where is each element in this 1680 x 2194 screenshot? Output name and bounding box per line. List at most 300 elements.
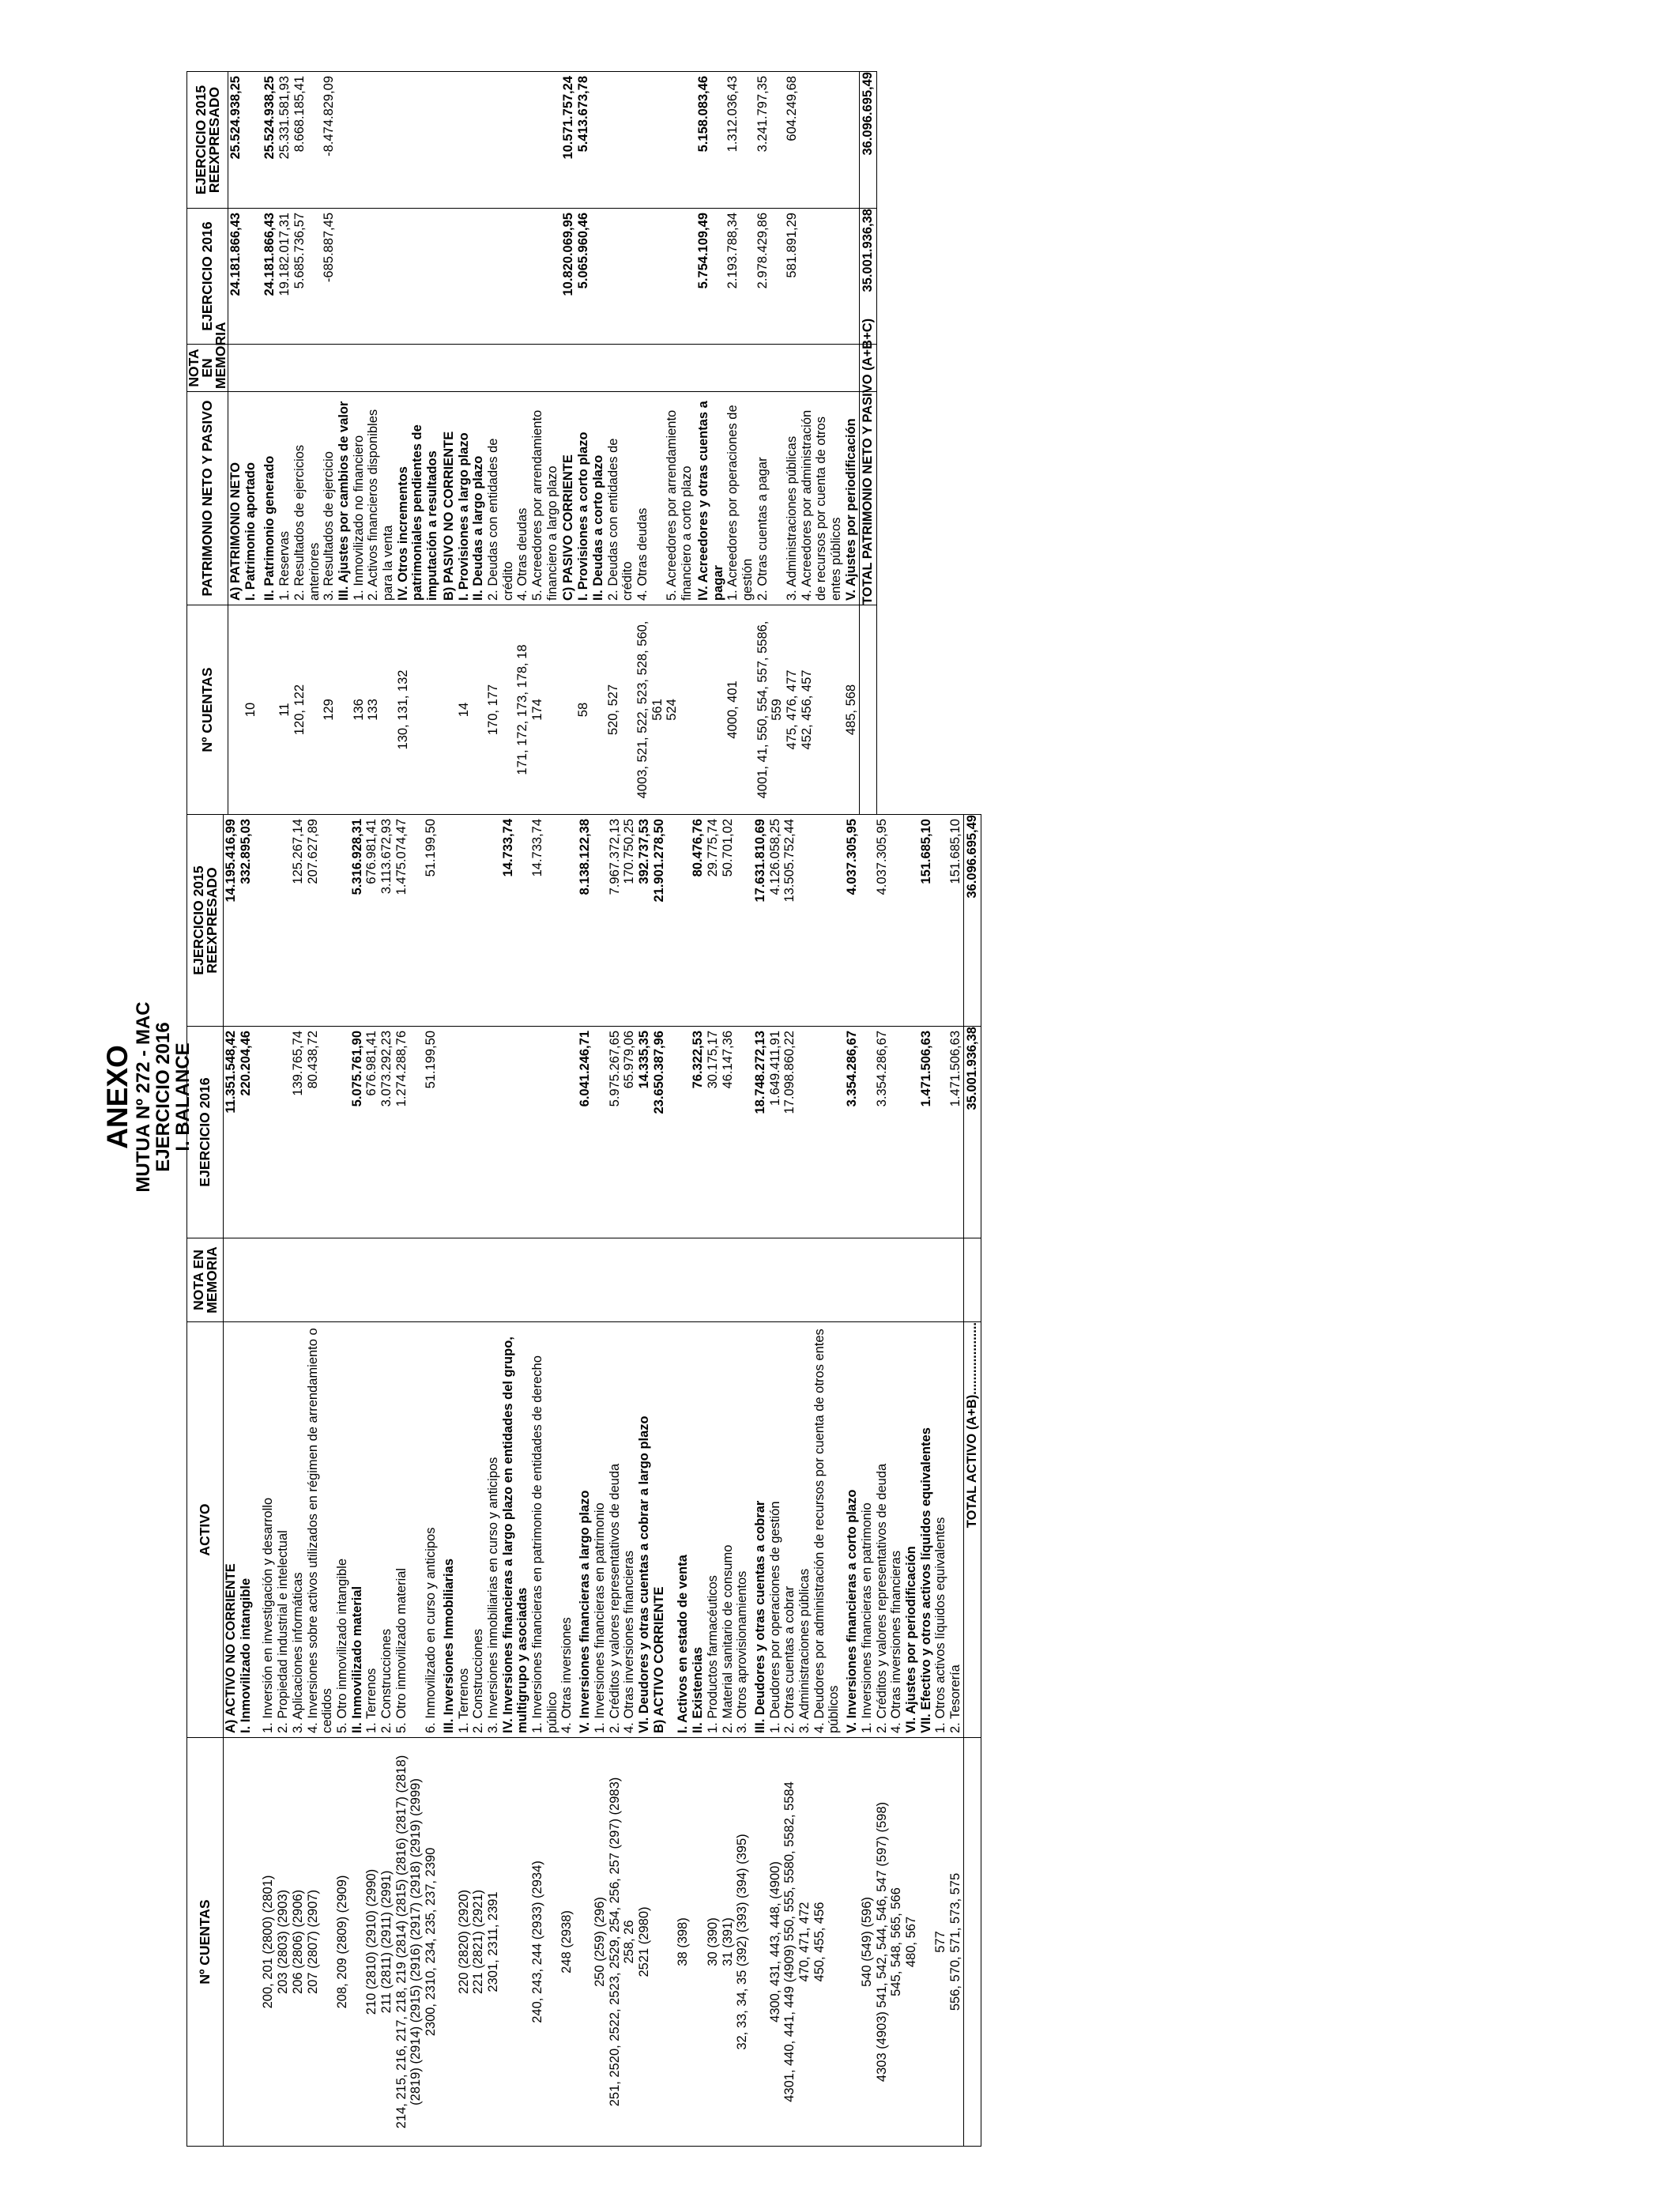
label-cell: II. Existencias — [691, 1322, 706, 1738]
cuentas-cell: 211 (2811) (2911) (2991) — [379, 1738, 394, 2147]
ejercicio-2016-cell: 3.354.286,67 — [875, 1027, 890, 1238]
label-cell: C) PASIVO CORRIENTE — [559, 392, 576, 605]
nota-cell — [785, 345, 800, 392]
label-cell: 4. Otras inversiones financieras — [889, 1322, 904, 1738]
ejercicio-2016-cell — [735, 1027, 750, 1238]
ejercicio-2016-cell — [396, 209, 440, 345]
ejercicio-2015-cell — [486, 815, 501, 1027]
table-row — [337, 72, 352, 815]
label-cell: 2. Tesorería — [948, 1322, 963, 1738]
column-header-patrimonio: PATRIMONIO NETO Y PASIVO — [187, 392, 228, 605]
document-subtitle-ejercicio: EJERCICIO 2016 — [153, 1022, 175, 1172]
label-cell: II. Patrimonio generado — [258, 392, 277, 605]
ejercicio-2015-cell: 1.312.036,43 — [725, 72, 755, 209]
ejercicio-2016-cell — [666, 1027, 691, 1238]
table-row — [559, 815, 574, 2147]
table-row — [652, 815, 667, 2147]
nota-cell — [576, 345, 591, 392]
nota-cell — [919, 1238, 934, 1322]
cuentas-cell: 220 (2820) (2920) — [457, 1738, 472, 2147]
document-title: ANEXO — [101, 1045, 134, 1149]
nota-cell — [768, 1238, 783, 1322]
cuentas-cell: 4003, 521, 522, 523, 528, 560, 561 — [635, 605, 665, 815]
table-row — [258, 72, 277, 815]
table-row — [635, 72, 665, 815]
nota-cell — [735, 1238, 750, 1322]
column-header-ejercicio-2015: EJERCICIO 2015 REEXPRESADO — [187, 72, 228, 209]
nota-cell — [875, 1238, 890, 1322]
ejercicio-2016-cell — [337, 209, 352, 345]
cuentas-cell: 556, 570, 571, 573, 575 — [948, 1738, 963, 2147]
table-row — [844, 72, 859, 815]
ejercicio-2016-cell — [486, 209, 515, 345]
ejercicio-2016-cell — [844, 209, 859, 345]
ejercicio-2015-cell: 4.037.305,95 — [875, 815, 890, 1027]
document-subtitle-mutua: MUTUA Nº 272 - MAC — [132, 1001, 154, 1193]
label-cell: 2. Deudas con entidades de crédito — [606, 392, 635, 605]
label-cell: 3. Otros aprovisionamientos — [735, 1322, 750, 1738]
label-cell: 5. Otro inmovilizado intangible — [335, 1322, 350, 1738]
label-cell: I. Patrimonio aportado — [243, 392, 258, 605]
cuentas-cell: 174 — [530, 605, 559, 815]
label-cell: III. Ajustes por cambios de valor — [337, 392, 352, 605]
ejercicio-2016-cell — [515, 209, 530, 345]
ejercicio-2015-cell — [457, 72, 472, 209]
label-cell: 1. Productos farmacéuticos — [706, 1322, 721, 1738]
table-row — [666, 815, 691, 2147]
ejercicio-2016-cell — [486, 1027, 501, 1238]
table-row — [486, 72, 515, 815]
ejercicio-2016-cell — [860, 1027, 875, 1238]
cuentas-cell — [239, 1738, 254, 2147]
ejercicio-2015-cell: -8.474.829,09 — [322, 72, 337, 209]
table-row — [322, 72, 337, 815]
cuentas-cell: 32, 33, 34, 35 (392) (393) (394) (395) — [735, 1738, 750, 2147]
table-row — [665, 72, 694, 815]
label-cell: 2. Créditos y valores representativos de deuda — [875, 1322, 890, 1738]
activo-table — [186, 814, 981, 2147]
table-row — [768, 815, 783, 2147]
nota-cell — [515, 345, 530, 392]
cuentas-cell: 30 (390) — [706, 1738, 721, 2147]
cuentas-cell — [440, 605, 457, 815]
table-row — [593, 815, 608, 2147]
table-row — [396, 72, 440, 815]
cuentas-cell: 248 (2938) — [559, 1738, 574, 2147]
nota-cell — [844, 345, 859, 392]
ejercicio-2016-cell: 5.685.736,57 — [292, 209, 322, 345]
ejercicio-2016-cell: 5.075.761,90 — [350, 1027, 365, 1238]
table-row — [276, 815, 291, 2147]
label-cell: 5. Otro inmovilizado material — [394, 1322, 424, 1738]
cuentas-cell: 2300, 2310, 234, 235, 237, 2390 — [424, 1738, 439, 2147]
nota-cell — [352, 345, 367, 392]
nota-cell — [440, 345, 457, 392]
cuentas-cell: 475, 476, 477 — [785, 605, 800, 815]
cuentas-cell: 129 — [322, 605, 337, 815]
cuentas-cell: 450, 455, 456 — [812, 1738, 842, 2147]
ejercicio-2016-cell — [352, 209, 367, 345]
ejercicio-2015-cell: 392.737,53 — [637, 815, 652, 1027]
nota-cell — [904, 1238, 919, 1322]
ejercicio-2015-cell: 207.627,89 — [306, 815, 335, 1027]
ejercicio-2015-cell — [797, 815, 812, 1027]
table-row — [486, 815, 501, 2147]
ejercicio-2015-cell — [457, 815, 472, 1027]
ejercicio-2016-cell: 3.354.286,67 — [842, 1027, 860, 1238]
label-cell: 4. Acreedores por administración de recursos por cuenta de otros entes públicos — [800, 392, 844, 605]
table-row — [608, 815, 623, 2147]
table-row — [750, 815, 768, 2147]
ejercicio-2016-cell — [457, 209, 472, 345]
ejercicio-2015-cell — [515, 72, 530, 209]
label-cell: VI. Deudores y otras cuentas a cobrar a largo plazo — [637, 1322, 652, 1738]
label-cell: 3. Aplicaciones informáticas — [291, 1322, 306, 1738]
ejercicio-2015-cell: 5.158.083,46 — [695, 72, 725, 209]
ejercicio-2015-cell — [606, 72, 635, 209]
label-cell: 1. Inversión en investigación y desarrollo — [253, 1322, 276, 1738]
ejercicio-2016-cell: -685.887,45 — [322, 209, 337, 345]
cuentas-cell: 250 (259) (296) — [593, 1738, 608, 2147]
ejercicio-2015-cell — [812, 815, 842, 1027]
nota-cell — [530, 345, 559, 392]
nota-cell — [593, 1238, 608, 1322]
label-cell: 2. Créditos y valores representativos de deuda — [608, 1322, 623, 1738]
nota-cell — [635, 345, 665, 392]
ejercicio-2015-cell — [735, 815, 750, 1027]
ejercicio-2015-cell: 5.316.928,31 — [350, 815, 365, 1027]
nota-cell — [797, 1238, 812, 1322]
label-cell: V. Inversiones financieras a corto plazo — [842, 1322, 860, 1738]
ejercicio-2015-cell — [559, 815, 574, 1027]
nota-cell — [606, 345, 635, 392]
ejercicio-2016-cell: 51.199,50 — [424, 1027, 439, 1238]
ejercicio-2016-cell: 2.978.429,86 — [755, 209, 785, 345]
ejercicio-2016-cell — [559, 1027, 574, 1238]
table-row — [889, 815, 904, 2147]
ejercicio-2016-cell — [366, 209, 395, 345]
table-row — [574, 815, 593, 2147]
cuentas-cell: 31 (391) — [721, 1738, 736, 2147]
label-cell: 2. Construcciones — [471, 1322, 486, 1738]
label-cell: 2. Material sanitario de consumo — [721, 1322, 736, 1738]
cuentas-cell — [591, 605, 606, 815]
label-cell: 2. Otras cuentas a cobrar — [782, 1322, 797, 1738]
nota-cell — [559, 1238, 574, 1322]
ejercicio-2016-cell — [253, 1027, 276, 1238]
nota-cell — [457, 345, 472, 392]
ejercicio-2015-cell — [665, 72, 694, 209]
ejercicio-2016-cell: 581.891,29 — [785, 209, 800, 345]
nota-cell — [335, 1238, 350, 1322]
ejercicio-2015-cell: 4.037.305,95 — [842, 815, 860, 1027]
nota-cell — [366, 345, 395, 392]
ejercicio-2015-cell — [666, 815, 691, 1027]
ejercicio-2015-cell: 676.981,41 — [364, 815, 379, 1027]
column-header-activo: ACTIVO — [187, 1322, 224, 1738]
ejercicio-2016-cell: 65.979,06 — [622, 1027, 637, 1238]
nota-cell — [695, 345, 725, 392]
ejercicio-2015-cell: 151.685,10 — [948, 815, 963, 1027]
cuentas-cell — [350, 1738, 365, 2147]
nota-cell — [501, 1238, 530, 1322]
ejercicio-2015-cell — [889, 815, 904, 1027]
cuentas-cell: 485, 568 — [844, 605, 859, 815]
label-cell: 1. Inversiones financieras en patrimonio — [593, 1322, 608, 1738]
ejercicio-2016-cell: 80.438,72 — [306, 1027, 335, 1238]
label-cell: A) PATRIMONIO NETO — [228, 392, 243, 605]
ejercicio-2016-cell: 14.335,35 — [637, 1027, 652, 1238]
table-row — [379, 815, 394, 2147]
cuentas-cell: 251, 2520, 2522, 2523, 2529, 254, 256, 257 (297) (2983) — [608, 1738, 623, 2147]
cuentas-cell: 206 (2806) (2906) — [291, 1738, 306, 2147]
nota-cell — [396, 345, 440, 392]
ejercicio-2015-cell: 21.901.278,50 — [652, 815, 667, 1027]
cuentas-cell: 38 (398) — [666, 1738, 691, 2147]
label-cell: 4. Otras deudas — [515, 392, 530, 605]
nota-cell — [364, 1238, 379, 1322]
ejercicio-2015-cell — [439, 815, 457, 1027]
ejercicio-2016-cell: 1.649.411,91 — [768, 1027, 783, 1238]
label-cell: IV. Acreedores y otras cuentas a pagar — [695, 392, 725, 605]
ejercicio-2015-cell: 50.701,02 — [721, 815, 736, 1027]
cuentas-cell: 4303 (4903) 541, 542, 544, 546, 547 (597) (598) — [875, 1738, 890, 2147]
column-header-ejercicio-2016: EJERCICIO 2016 — [187, 1027, 224, 1238]
cuentas-cell: 10 — [243, 605, 258, 815]
cuentas-cell — [750, 1738, 768, 2147]
ejercicio-2016-cell: 5.754.109,49 — [695, 209, 725, 345]
nota-cell — [574, 1238, 593, 1322]
column-header-nota: NOTA EN MEMORIA — [187, 1238, 224, 1322]
nota-cell — [691, 1238, 706, 1322]
ejercicio-2016-cell: 30.175,17 — [706, 1027, 721, 1238]
nota-cell — [224, 1238, 239, 1322]
table-row — [457, 72, 472, 815]
ejercicio-2015-cell: 13.505.752,44 — [782, 815, 797, 1027]
label-cell: 1. Reservas — [277, 392, 292, 605]
label-cell: A) ACTIVO NO CORRIENTE — [224, 1322, 239, 1738]
ejercicio-2015-cell: 25.331.581,93 — [277, 72, 292, 209]
ejercicio-2015-cell: 51.199,50 — [424, 815, 439, 1027]
label-cell: I. Inmovilizado intangible — [239, 1322, 254, 1738]
label-cell: 1. Inversiones financieras en patrimonio — [860, 1322, 875, 1738]
label-cell: IV. Inversiones financieras a largo plazo en entidades del grupo, multigrupo y asociadas — [501, 1322, 530, 1738]
cuentas-cell: 524 — [665, 605, 694, 815]
cuentas-cell: 136 — [352, 605, 367, 815]
column-header-ejercicio-2015: EJERCICIO 2015 REEXPRESADO — [187, 815, 224, 1027]
label-cell: 4. Otras deudas — [635, 392, 665, 605]
ejercicio-2015-cell — [904, 815, 919, 1027]
nota-cell — [860, 1238, 875, 1322]
ejercicio-2015-cell: 604.249,68 — [785, 72, 800, 209]
label-cell: I. Provisiones a corto plazo — [576, 392, 591, 605]
nota-cell — [457, 1238, 472, 1322]
ejercicio-2015-cell: 14.733,74 — [530, 815, 559, 1027]
cuentas-cell: 240, 243, 244 (2933) (2934) — [530, 1738, 559, 2147]
table-row — [637, 815, 652, 2147]
nota-cell — [591, 345, 606, 392]
pasivo-table — [186, 71, 877, 815]
ejercicio-2016-cell — [665, 209, 694, 345]
table-row — [292, 72, 322, 815]
table-row — [277, 72, 292, 815]
nota-cell — [486, 1238, 501, 1322]
nota-cell — [253, 1238, 276, 1322]
cuentas-cell — [559, 605, 576, 815]
ejercicio-2016-cell: 139.765,74 — [291, 1027, 306, 1238]
cuentas-cell — [501, 1738, 530, 2147]
ejercicio-2015-cell — [335, 815, 350, 1027]
ejercicio-2015-cell — [471, 815, 486, 1027]
ejercicio-2016-cell: 2.193.788,34 — [725, 209, 755, 345]
label-cell: 5. Acreedores por arrendamiento financiero a corto plazo — [665, 392, 694, 605]
ejercicio-2015-cell: 8.668.185,41 — [292, 72, 322, 209]
ejercicio-2016-cell: 18.748.272,13 — [750, 1027, 768, 1238]
cuentas-cell: 133 — [366, 605, 395, 815]
table-row — [691, 815, 706, 2147]
nota-cell — [800, 345, 844, 392]
label-cell: I. Provisiones a largo plazo — [457, 392, 472, 605]
table-row — [812, 815, 842, 2147]
column-header-cuentas: Nº CUENTAS — [187, 605, 228, 815]
nota-cell — [622, 1238, 637, 1322]
cuentas-cell — [439, 1738, 457, 2147]
column-header-nota: NOTA EN MEMORIA — [187, 345, 228, 392]
cuentas-cell — [471, 605, 486, 815]
ejercicio-2015-cell: 5.413.673,78 — [576, 72, 591, 209]
ejercicio-2015-cell — [352, 72, 367, 209]
nota-cell — [842, 1238, 860, 1322]
cuentas-cell — [258, 605, 277, 815]
ejercicio-2015-cell: 170.750,25 — [622, 815, 637, 1027]
ejercicio-2015-cell — [800, 72, 844, 209]
table-row — [243, 72, 258, 815]
nota-cell — [471, 1238, 486, 1322]
ejercicio-2016-cell — [530, 1027, 559, 1238]
ejercicio-2015-cell — [591, 72, 606, 209]
nota-cell — [948, 1238, 963, 1322]
label-cell: 3. Administraciones públicas — [797, 1322, 812, 1738]
table-row — [860, 815, 875, 2147]
ejercicio-2016-cell: 5.975.267,65 — [608, 1027, 623, 1238]
total-pasivo-label: TOTAL PATRIMONIO NETO Y PASIVO (A+B+C) — [859, 392, 876, 605]
table-row — [797, 815, 812, 2147]
nota-cell — [721, 1238, 736, 1322]
nota-cell — [608, 1238, 623, 1322]
table-row — [948, 815, 963, 2147]
ejercicio-2016-cell: 17.098.860,22 — [782, 1027, 797, 1238]
cuentas-cell: 4301, 440, 441, 449 (4909) 550, 555, 5580, 5582, 5584 — [782, 1738, 797, 2147]
total-activo-nota — [963, 1238, 981, 1322]
ejercicio-2016-cell: 5.065.960,46 — [576, 209, 591, 345]
table-row — [335, 815, 350, 2147]
ejercicio-2016-cell: 46.147,36 — [721, 1027, 736, 1238]
label-cell: 3. Resultados de ejercicio — [322, 392, 337, 605]
cuentas-cell: 207 (2807) (2907) — [306, 1738, 335, 2147]
table-row — [224, 815, 239, 2147]
document-subtitle-balance: I. BALANCE — [172, 1042, 194, 1152]
cuentas-cell: 540 (549) (596) — [860, 1738, 875, 2147]
ejercicio-2016-cell: 6.041.246,71 — [574, 1027, 593, 1238]
table-row — [755, 72, 785, 815]
table-row — [228, 72, 243, 815]
nota-cell — [755, 345, 785, 392]
table-row — [576, 72, 591, 815]
ejercicio-2015-cell — [276, 815, 291, 1027]
cuentas-cell: 545, 548, 565, 566 — [889, 1738, 904, 2147]
cuentas-cell: 120, 122 — [292, 605, 322, 815]
ejercicio-2015-cell — [593, 815, 608, 1027]
cuentas-cell: 4001, 41, 550, 554, 557, 5586, 559 — [755, 605, 785, 815]
ejercicio-2015-cell — [243, 72, 258, 209]
cuentas-cell: 2301, 2311, 2391 — [486, 1738, 501, 2147]
cuentas-cell: 210 (2810) (2910) (2990) — [364, 1738, 379, 2147]
label-cell: II. Inmovilizado material — [350, 1322, 365, 1738]
cuentas-cell — [842, 1738, 860, 2147]
table-row — [457, 815, 472, 2147]
table-row — [842, 815, 860, 2147]
ejercicio-2015-cell: 151.685,10 — [919, 815, 934, 1027]
ejercicio-2016-cell — [276, 1027, 291, 1238]
nota-cell — [322, 345, 337, 392]
label-cell: 5. Acreedores por arrendamiento financiero a largo plazo — [530, 392, 559, 605]
label-cell: III. Deudores y otras cuentas a cobrar — [750, 1322, 768, 1738]
cuentas-cell: 470, 471, 472 — [797, 1738, 812, 2147]
ejercicio-2016-cell — [457, 1027, 472, 1238]
total-activo-2015: 36.096.695,49 — [963, 815, 981, 1027]
cuentas-cell: 130, 131, 132 — [396, 605, 440, 815]
ejercicio-2015-cell: 332.895,03 — [239, 815, 254, 1027]
total-pasivo-2016: 35.001.936,38 — [859, 209, 876, 345]
table-row — [622, 815, 637, 2147]
cuentas-cell — [337, 605, 352, 815]
label-cell: V. Inversiones financieras a largo plazo — [574, 1322, 593, 1738]
label-cell: 1. Acreedores por operaciones de gestión — [725, 392, 755, 605]
table-row — [904, 815, 919, 2147]
nota-cell — [276, 1238, 291, 1322]
total-pasivo-2015: 36.096.695,49 — [859, 72, 876, 209]
ejercicio-2016-cell: 1.471.506,63 — [919, 1027, 934, 1238]
cuentas-cell: 4000, 401 — [725, 605, 755, 815]
ejercicio-2015-cell: 125.267,14 — [291, 815, 306, 1027]
label-cell: 1. Otros activos líquidos equivalentes — [933, 1322, 948, 1738]
ejercicio-2015-cell: 17.631.810,69 — [750, 815, 768, 1027]
nota-cell — [666, 1238, 691, 1322]
table-row — [800, 72, 844, 815]
ejercicio-2016-cell — [797, 1027, 812, 1238]
cuentas-cell: 208, 209 (2809) (2909) — [335, 1738, 350, 2147]
table-row — [725, 72, 755, 815]
nota-cell — [812, 1238, 842, 1322]
document-header — [103, 0, 193, 2194]
nota-cell — [933, 1238, 948, 1322]
label-cell: I. Activos en estado de venta — [666, 1322, 691, 1738]
column-header-cuentas: Nº CUENTAS — [187, 1738, 224, 2147]
nota-cell — [652, 1238, 667, 1322]
nota-cell — [379, 1238, 394, 1322]
nota-cell — [706, 1238, 721, 1322]
ejercicio-2016-cell — [440, 209, 457, 345]
label-cell: 3. Inversiones inmobiliarias en curso y anticipos — [486, 1322, 501, 1738]
label-cell: 1. Inmovilizado no financiero — [352, 392, 367, 605]
label-cell: 1. Terrenos — [457, 1322, 472, 1738]
label-cell: 1. Deudores por operaciones de gestión — [768, 1322, 783, 1738]
cuentas-cell: 480, 567 — [904, 1738, 919, 2147]
table-row — [439, 815, 457, 2147]
ejercicio-2016-cell: 76.322,53 — [691, 1027, 706, 1238]
ejercicio-2015-cell — [366, 72, 395, 209]
cuentas-cell — [652, 1738, 667, 2147]
